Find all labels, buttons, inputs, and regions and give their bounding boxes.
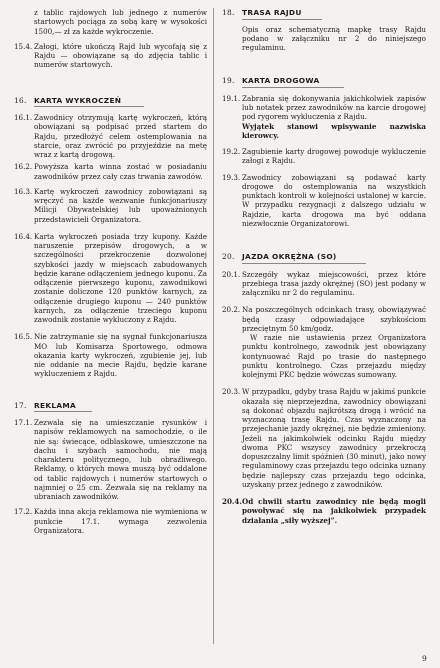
heading-underline bbox=[242, 263, 366, 264]
paragraph-text: Od chwili startu zawodnicy nie będą mogli powoływać się na jakikolwiek przypadek działania „siły wyższej”. bbox=[242, 497, 426, 525]
paragraph-text: W przypadku, gdyby trasa Rajdu w jakimś punkcie okazała się nieprzejezdna, zawodnicy obowiązani są dokonać objazdu najkrótszą drogą i wrócić na wyznaczoną trasę Rajdu. Czas wyznaczony na przejechanie jazdy okrężnej, nie będzie zmieniony. Jeżeli na jakimkolwiek odcinku Rajdu między dwoma PKC wszyscy zawodnicy przekroczą dopuszczalny limit spóźnień (30 minut), jako nowy regulaminowy czas przejazdu tego odcinka uznany będzie najlepszy czas przejazdu tego odcinka, uzyskany przez jednego z zawodników. bbox=[242, 387, 427, 489]
paragraph-number: 16.1. bbox=[14, 113, 33, 122]
section-18-heading bbox=[222, 8, 426, 20]
paragraph-number: 19.3. bbox=[222, 172, 241, 182]
paragraph-text: Zawodnicy zobowiązani są podawać karty drogowe do ostemplowania na wszystkich punktach kontroli w kolejności ustalonej w karcie. W przypadku rezygnacji z dalszego udziału w Rajdzie, karta drogowa ma być oddana niezwłocznie Organizatorowi. bbox=[242, 172, 426, 228]
paragraph-number: 20.2. bbox=[222, 305, 241, 315]
heading-underline bbox=[242, 87, 344, 88]
paragraph-number: 20.3. bbox=[222, 387, 241, 397]
paragraph-16-1 bbox=[14, 113, 207, 159]
paragraph-text: Powyższa karta winna zostać w posiadaniu zawodników przez cały czas trwania zawodów. bbox=[34, 162, 207, 181]
paragraph-20-4 bbox=[222, 497, 426, 525]
paragraph-text: Załogi, które ukończą Rajd lub wycofają się z Rajdu — obowiązane są do zdjęcia tablic i numerów startowych. bbox=[34, 41, 207, 70]
paragraph-number: 20.4. bbox=[222, 497, 242, 506]
section-title: KARTA WYKROCZEŃ bbox=[34, 95, 122, 105]
section-title: TRASA RAJDU bbox=[242, 8, 302, 17]
paragraph-20-3 bbox=[222, 387, 426, 489]
paragraph-19-1 bbox=[222, 94, 426, 122]
section-number: 20. bbox=[222, 252, 235, 261]
paragraph-text: Zagubienie karty drogowej powoduje wykluczenie załogi z Rajdu. bbox=[242, 147, 426, 166]
paragraph-text: Każda inna akcja reklamowa nie wymieniona w punkcie 17.1. wymaga zezwolenia Organizatora. bbox=[34, 507, 207, 535]
paragraph-15-4 bbox=[14, 42, 207, 70]
paragraph-19-1-exception: Wyjątek stanowi wpisywanie nazwiska kierowcy. bbox=[242, 121, 426, 140]
paragraph-text: Szczegóły wykaz miejscowości, przez które przebiega trasa jazdy okrężnej (SO) jest podany w załączniku nr 2 do regulaminu. bbox=[242, 269, 426, 297]
paragraph-text: Na poszczególnych odcinkach trasy, obowiązywać będą czasy odpowiadające szybkościom przeciętnym 50 km/godz. bbox=[242, 305, 426, 333]
paragraph-number: 16.2. bbox=[14, 162, 33, 172]
paragraph-text: Zezwala się na umieszczanie rysunków i napisów reklamowych na samochodzie, o ile nie są: świecące, odblaskowe, umieszczone na dachu i szybach samochodu, nie mają charakteru politycznego, lub obraźliwego. Reklamy, o których mowa muszą być oddalone od tablic rajdowych i numerów startowych o najmniej o 25 cm. Zezwala się na reklamy na ubraniach zawodników. bbox=[34, 418, 207, 501]
section-title: REKLAMA bbox=[34, 400, 77, 410]
heading-underline bbox=[34, 411, 92, 412]
page-number: 9 bbox=[422, 654, 427, 663]
paragraph-16-3 bbox=[14, 187, 207, 224]
paragraph-20-1 bbox=[222, 270, 426, 298]
right-column bbox=[222, 6, 426, 525]
section-16-heading bbox=[14, 96, 207, 108]
paragraph-number: 19.1. bbox=[222, 93, 241, 103]
section-number: 16. bbox=[14, 95, 27, 105]
paragraph-16-2 bbox=[14, 162, 207, 181]
paragraph-number: 16.3. bbox=[14, 186, 33, 196]
heading-underline bbox=[34, 106, 144, 107]
paragraph-number: 20.1. bbox=[222, 269, 241, 279]
paragraph-20-2-continued: W razie nie ustawienia przez Organizatora punktu kontrolnego, zawodnik jest obowiązany kontynuować Rajd po trasie do następnego punktu kontrolnego. Czas przejazdu między kolejnymi PKC będzie wówczas sumowany. bbox=[242, 333, 426, 379]
section-title: KARTA DROGOWA bbox=[242, 76, 320, 86]
paragraph-text: Karta wykroczeń posiada trzy kupony. Każde naruszenie przepisów drogowych, a w szczególności przekroczenie dozwolonej szybkości jazdy w miejscach zabudowanych będzie karane odłączeniem jednego kuponu. Za odłączenie pierwszego kuponu, zawodnikowi zostanie doliczone 120 punktów karnych, za odłączenie drugiego kuponu — 240 punktów karnych, za odłączenie trzeciego kuponu zawodnik zostanie wykluczony z Rajdu. bbox=[34, 231, 207, 324]
section-title: JAZDA OKRĘŻNA (SO) bbox=[242, 252, 337, 261]
paragraph-20-2 bbox=[222, 305, 426, 333]
paragraph-number: 15.4. bbox=[14, 41, 33, 51]
section-number: 17. bbox=[14, 400, 27, 410]
paragraph-18: Opis oraz schematyczną mapkę trasy Rajdu podano w załączniku nr 2 do niniejszego regulaminu. bbox=[242, 24, 426, 52]
paragraph-number: 17.2. bbox=[14, 507, 33, 517]
paragraph-19-2 bbox=[222, 147, 426, 166]
heading-underline bbox=[242, 19, 322, 20]
paragraph-number: 16.5. bbox=[14, 332, 33, 342]
paragraph-19-3 bbox=[222, 173, 426, 229]
paragraph-17-1 bbox=[14, 418, 207, 501]
column-divider bbox=[213, 8, 214, 644]
section-19-heading bbox=[222, 76, 426, 88]
paragraph-17-2 bbox=[14, 507, 207, 535]
paragraph-16-4 bbox=[14, 232, 207, 325]
paragraph-text: Zabrania się dokonywania jakichkolwiek zapisów lub notatek przez zawodników na karcie drogowej pod rygorem wykluczenia z Rajdu. bbox=[242, 93, 426, 122]
section-20-heading bbox=[222, 252, 426, 264]
continued-paragraph: z tablic rajdowych lub jednego z numerów startowych pociąga za sobą karę w wysokości 1500,— zł za każde wykroczenie. bbox=[34, 8, 207, 36]
left-column bbox=[14, 6, 207, 535]
section-number: 19. bbox=[222, 76, 235, 86]
paragraph-16-5 bbox=[14, 332, 207, 378]
paragraph-number: 17.1. bbox=[14, 418, 33, 427]
section-17-heading bbox=[14, 401, 207, 413]
section-number: 18. bbox=[222, 8, 235, 17]
paragraph-text: Zawodnicy otrzymują kartę wykroczeń, którą obowiązani są podpisać przed startem do Rajdu, przedłożyć celem ostemplowania na starcie, oraz zwrócić po przyjeździe na metę wraz z kartą drogową. bbox=[34, 113, 207, 159]
paragraph-text: Kartę wykroczeń zawodnicy zobowiązani są wręczyć na każde wezwanie funkcjonariuszy Milicji Obywatelskiej lub upoważnionych przedstawicieli Organizatora. bbox=[34, 186, 207, 224]
paragraph-text: Nie zatrzymanie się na sygnał funkcjonariusza MO lub Komisarza Sportowego, odmowa okazania karty wykroczeń, zgubienie jej, lub nie oddanie na mecie Rajdu, będzie karane wykluczeniem z Rajdu. bbox=[34, 332, 207, 379]
paragraph-number: 16.4. bbox=[14, 231, 33, 241]
paragraph-number: 19.2. bbox=[222, 147, 241, 156]
